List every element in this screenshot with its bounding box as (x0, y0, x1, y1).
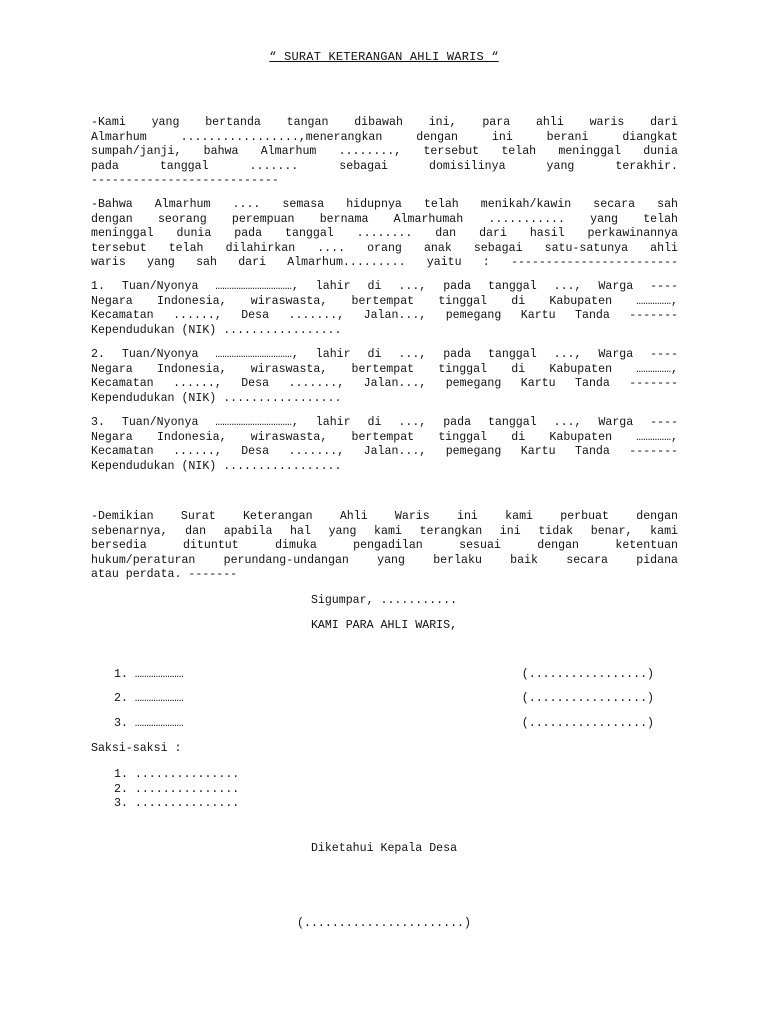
village-head-signature: (.......................) (297, 917, 471, 930)
witness-list (114, 768, 239, 812)
witness-label: Saksi-saksi : (91, 742, 182, 755)
acknowledged-by: Diketahui Kepala Desa (310, 842, 458, 855)
place-date: Sigumpar, ........... (310, 594, 458, 607)
heir-entry-2 (91, 348, 678, 406)
signature-row-3 (114, 717, 654, 732)
paragraph-line: -Demikian Surat Keterangan Ahli Waris ini kami perbuat dengan (91, 510, 678, 523)
heir-line: Kecamatan ......, Desa ......., Jalan..., pemegang Kartu Tanda ------- (91, 377, 678, 391)
heir-line: Negara Indonesia, wiraswasta, bertempat tinggal di Kabupaten ……………, (91, 362, 678, 376)
paragraph-line: Almarhum .................,menerangkan dengan ini berani diangkat (91, 130, 678, 144)
opening-paragraph (91, 116, 678, 189)
heir-line: Kecamatan ......, Desa ......., Jalan..., pemegang Kartu Tanda ------- (91, 309, 678, 323)
witness-item: 3. ............... (114, 797, 240, 811)
signature-row-2 (114, 692, 654, 707)
paragraph-line: pada tanggal ....... sebagai domisilinya yang terakhir. (91, 159, 678, 173)
heir-line: Kependudukan (NIK) ................. (91, 391, 342, 405)
heir-line: 1. Tuan/Nyonya ……………………………, lahir di ..., pada tanggal ..., Warga ---- (91, 280, 678, 293)
signature-name: 2. ………………… (114, 692, 184, 705)
heir-line: Kependudukan (NIK) ................. (91, 323, 342, 337)
heir-line: 2. Tuan/Nyonya ……………………………, lahir di ..., pada tanggal ..., Warga ---- (91, 348, 678, 361)
heir-line: Negara Indonesia, wiraswasta, bertempat tinggal di Kabupaten ……………, (91, 294, 678, 308)
signature-row-1 (114, 668, 654, 683)
witness-item: 2. ............... (114, 782, 240, 796)
document-title: “ SURAT KETERANGAN AHLI WARIS “ (269, 50, 499, 64)
signature-name: 1. ………………… (114, 668, 184, 681)
witness-item: 1. ............... (114, 768, 240, 781)
heir-line: Negara Indonesia, wiraswasta, bertempat tinggal di Kabupaten ……………, (91, 430, 678, 444)
paragraph-line: waris yang sah dari Almarhum......... yaitu : ------------------------ (91, 256, 678, 270)
signature-line: (.................) (521, 717, 654, 730)
heir-entry-1 (91, 280, 678, 338)
signature-line: (.................) (521, 692, 654, 705)
paragraph-line: bersedia dituntut dimuka pengadilan sesuai dengan ketentuan (91, 539, 678, 553)
marriage-paragraph (91, 198, 678, 271)
paragraph-line: sumpah/janji, bahwa Almarhum ........, tersebut telah meninggal dunia (91, 145, 678, 159)
paragraph-line: --------------------------- (91, 174, 279, 188)
heir-line: 3. Tuan/Nyonya ……………………………, lahir di ..., pada tanggal ..., Warga ---- (91, 416, 678, 429)
paragraph-line: -Kami yang bertanda tangan dibawah ini, para ahli waris dari (91, 116, 678, 129)
paragraph-line: atau perdata. ------- (91, 568, 238, 582)
paragraph-line: hukum/peraturan perundang-undangan yang berlaku baik secara pidana (91, 553, 678, 567)
closing-paragraph (91, 510, 678, 583)
paragraph-line: -Bahwa Almarhum .... semasa hidupnya telah menikah/kawin secara sah (91, 198, 678, 211)
heir-line: Kependudukan (NIK) ................. (91, 459, 342, 473)
signatories-heading: KAMI PARA AHLI WARIS, (310, 619, 458, 632)
paragraph-line: dengan seorang perempuan bernama Almarhumah ........... yang telah (91, 212, 678, 226)
heir-entry-3 (91, 416, 678, 474)
signature-line: (.................) (521, 668, 654, 681)
paragraph-line: tersebut telah dilahirkan .... orang anak sebagai satu-satunya ahli (91, 241, 678, 255)
heir-line: Kecamatan ......, Desa ......., Jalan..., pemegang Kartu Tanda ------- (91, 445, 678, 459)
paragraph-line: sebenarnya, dan apabila hal yang kami terangkan ini tidak benar, kami (91, 524, 678, 538)
signature-name: 3. ………………… (114, 717, 184, 730)
paragraph-line: meninggal dunia pada tanggal ........ dan dari hasil perkawinannya (91, 227, 678, 241)
